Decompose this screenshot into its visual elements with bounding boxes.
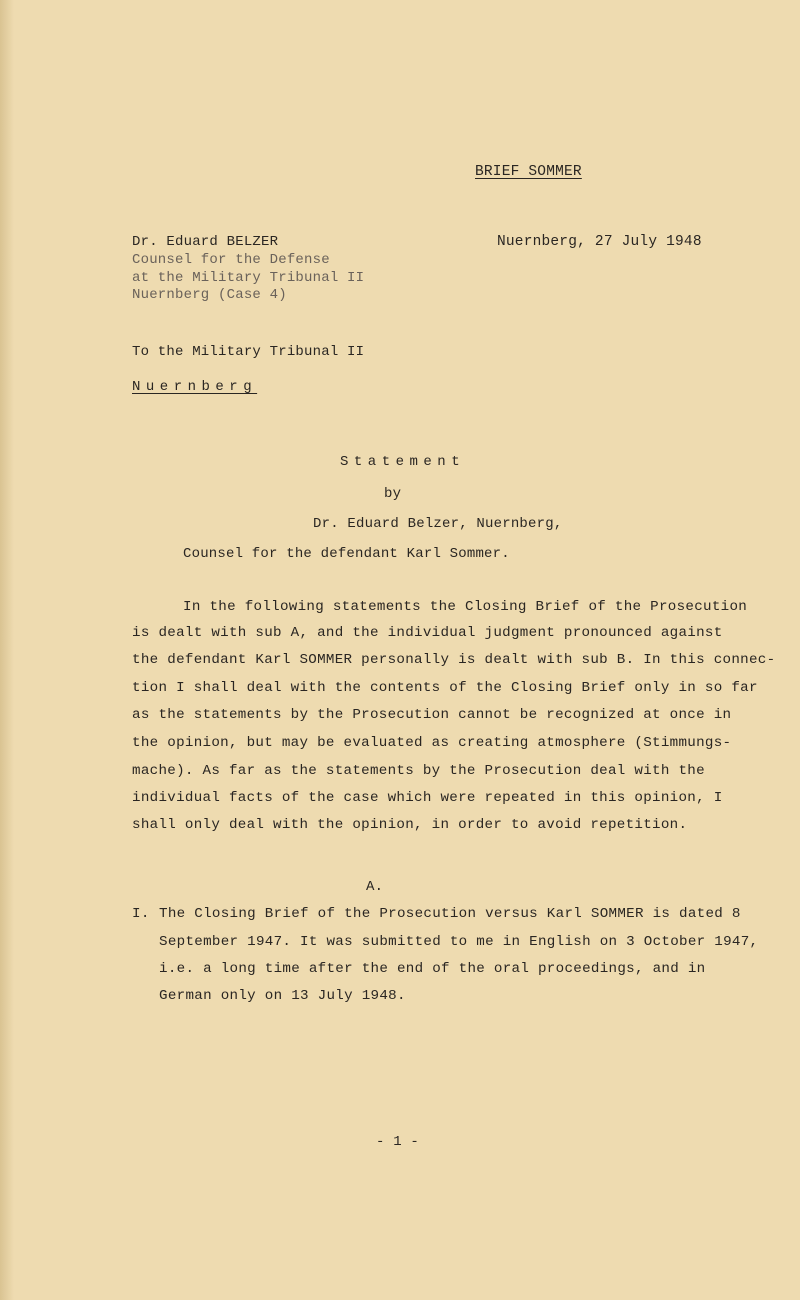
sender-case: Nuernberg (Case 4) xyxy=(132,287,287,303)
section-a-heading: A. xyxy=(366,879,384,895)
intro-line-7: mache). As far as the statements by the Prosecution deal with the xyxy=(132,763,705,779)
intro-line-2: is dealt with sub A, and the individual judgment pronounced against xyxy=(132,625,723,641)
document-label: BRIEF SOMMER xyxy=(475,164,582,180)
document-date: Nuernberg, 27 July 1948 xyxy=(497,234,702,250)
section-a-line-3: i.e. a long time after the end of the oral proceedings, and in xyxy=(159,961,706,977)
title-by: by xyxy=(384,486,402,502)
intro-line-9: shall only deal with the opinion, in order to avoid repetition. xyxy=(132,817,688,833)
page-edge xyxy=(0,0,14,1300)
statement-title: Statement xyxy=(340,454,466,470)
intro-line-8: individual facts of the case which were repeated in this opinion, I xyxy=(132,790,723,806)
section-a-line-4: German only on 13 July 1948. xyxy=(159,988,406,1004)
section-a-item-number: I. xyxy=(132,906,150,922)
page-number: - 1 - xyxy=(376,1134,420,1150)
sender-name: Dr. Eduard BELZER xyxy=(132,234,279,250)
section-a-line-1: The Closing Brief of the Prosecution versus Karl SOMMER is dated 8 xyxy=(159,906,741,922)
section-a-line-2: September 1947. It was submitted to me in English on 3 October 1947, xyxy=(159,934,759,950)
sender-tribunal: at the Military Tribunal II xyxy=(132,270,365,286)
recipient-city: Nuernberg xyxy=(132,379,258,395)
intro-line-1: In the following statements the Closing Brief of the Prosecution xyxy=(183,599,748,615)
intro-line-4: tion I shall deal with the contents of the Closing Brief only in so far xyxy=(132,680,758,696)
recipient-line: To the Military Tribunal II xyxy=(132,344,365,360)
sender-role: Counsel for the Defense xyxy=(132,252,330,268)
intro-line-3: the defendant Karl SOMMER personally is dealt with sub B. In this connec- xyxy=(132,652,776,668)
title-author: Dr. Eduard Belzer, Nuernberg, xyxy=(313,516,563,532)
intro-line-5: as the statements by the Prosecution cannot be recognized at once in xyxy=(132,707,732,723)
title-counsel: Counsel for the defendant Karl Sommer. xyxy=(183,546,510,562)
intro-line-6: the opinion, but may be evaluated as creating atmosphere (Stimmungs- xyxy=(132,735,732,751)
